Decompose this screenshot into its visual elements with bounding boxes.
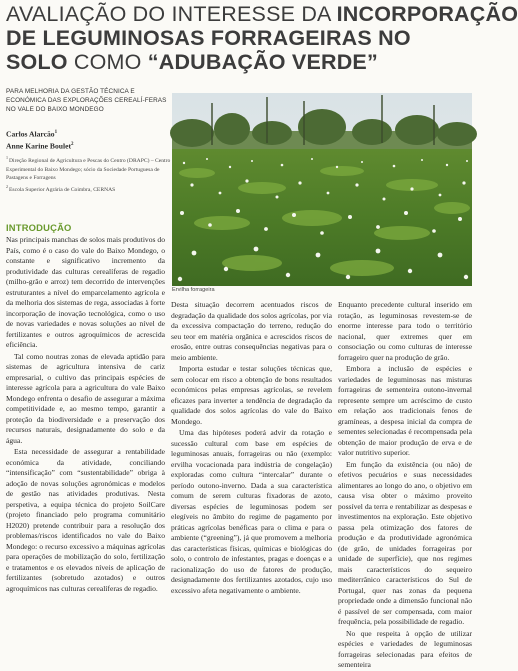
text-column-3 <box>338 300 472 667</box>
affiliations <box>6 154 174 194</box>
section-heading: INTRODUÇÃO <box>6 222 72 233</box>
affiliation: $^2$Escola Superior Agrária de Coimbra, CERNAS <box>6 183 116 193</box>
affiliation: $^1$Direção Regional de Agricultura e Pescas do Centro (DRAPC) – Centro Experimental do Baixo Mondego; sócio da Sociedade Portuguesa de Pastagens e Forragens <box>6 155 171 182</box>
paragraph: Enquanto precedente cultural inserido em rotação, as leguminosas revestem-se de enorme interesse para todo o território nacional, quer extremes quer em consociação ou como culturas de interesse forrageiro quer na produção de grão. <box>338 300 472 362</box>
photo-caption: Ervilha forrageira <box>172 287 215 293</box>
paragraph: Uma das hipóteses poderá advir da rotação e sucessão cultural com base em espécies de leguminosas anuais, forrageiras ou não (exemplo: ervilha vocacionada para indústria de congelação) exploradas como cultura “intercalar” durante o período outono-inverno. Dada a sua característica comum de serem culturas fixadoras de azoto, diversas espécies de leguminosas podem ser elegíveis no âmbito do regime de pagamento por práticas agrícolas benéficas para o clima e para o ambiente (“greening”), já que promovem a melhoria das características físicas, químicas e biológicas do solo, o controlo de infestantes, pragas e doenças e a racionalização do uso de fatores de produção, designadamente dos fertilizantes azotados, cujo uso excessivo afeta negativamente o ambiente. <box>171 428 332 595</box>
title-line-2: DE LEGUMINOSAS FORRAGEIRAS NO <box>6 26 411 50</box>
article-title <box>6 2 518 74</box>
title-line-1: AVALIAÇÃO DO INTERESSE DA INCORPORAÇÃO <box>6 2 518 26</box>
author-name: Carlos Alarcão$^1$ <box>6 129 58 139</box>
article-subtitle: PARA MELHORIA DA GESTÃO TÉCNICA E ECONÓMICA DAS EXPLORAÇÕES CEREALÍ-FERAS NO VALE DO BAIXO MONDEGO <box>6 88 167 113</box>
paragraph: Esta necessidade de assegurar a rentabilidade económica da atividade, conciliando “intensificação” com “sustentabilidade” obriga à adoção de novas soluções agronómicas e modelos de gestão nas atividades produtivas. Nesta perspetiva, a equipa técnica do projeto SoilCare (projeto financiado pelo programa comunitário H2020) pretende contribuir para a resolução dos problemas/riscos identificados no vale do Baixo Mondego: o recurso excessivo a máquinas agrícolas para operações de mobilização do solo, fertilização e tratamentos e os elevados níveis de aplicação de fertilizantes (sobretudo azotados) e outros agroquímicos nas culturas cerealíferas de regadio. <box>6 447 165 593</box>
paragraph: Desta situação decorrem acentuados riscos de degradação da qualidade dos solos agrícolas, por via da excessiva compactação do terreno, redução do seu teor em matéria orgânica e acrescidos riscos de erosão, entre outras consequências negativas para o meio ambiente. <box>171 300 332 362</box>
title-line-3: SOLO COMO “ADUBAÇÃO VERDE” <box>6 50 378 74</box>
paragraph: No que respeita à opção de utilizar espécies e variedades de leguminosas forrageiras selecionadas para efeitos de sementeira <box>338 628 472 669</box>
paragraph: Embora a inclusão de espécies e variedades de leguminosas nas misturas forrageiras de sementeira outono-invernal represente sempre um acréscimo de custo em relação aos tradicionais fenos de gramíneas, a despesa inicial da compra de sementes selecionadas é recompensada pela obtenção de maior produção de erva e de valor nutritivo superior. <box>338 364 472 457</box>
paragraph: Nas principais manchas de solos mais produtivos do País, como é o caso do vale do Baixo Mondego, o constante e significativo incremento da produtividade das culturas cerealíferas de regadio (milho-grão e arroz) tem decorrido de intervenções estruturantes a nível do emparcelamento agrícola e da melhoria dos sistemas de rega, associadas à forte incorporação de inovação tecnológica, como o uso de novas variedades e novas soluções ao nível de fertilizantes e outros agroquímicos de acrescida eficiência. <box>6 235 165 349</box>
author-name: Anne Karine Boulet$^2$ <box>6 141 74 151</box>
paragraph: Em função da existência (ou não) de efetivos pecuários e suas necessidades alimentares ao longo do ano, o objetivo em causa visa obter o máximo proveito possível da terra e rentabilizar as despesas e investimentos na exploração. Este objetivo passa pela otimização dos fatores de produção e da produtividade agronómica (de grão, de unidades forrageiras por unidade de superfície), que nos regimes mais característicos do sequeiro mediterrânico característicos do Sul de Portugal, quer nas zonas da pequena propriedade onde a dimensão funcional não é passível de ser compensada, com maior frequência, pela possibilidade de regadio. <box>338 459 472 626</box>
paragraph: Importa estudar e testar soluções técnicas que, sem colocar em risco a obtenção de bons resultados económicos pelas empresas agrícolas, se revelem eficazes para inverter a tendência de degradação da qualidade dos solos agrícolas do vale do Baixo Mondego. <box>171 364 332 426</box>
text-column-1 <box>6 235 165 667</box>
paragraph: Tal como noutras zonas de elevada aptidão para sistemas de agricultura intensiva de cariz empresarial, o cultivo das principais espécies de interesse agrícola para a agricultura do vale Baixo Mondego enfrenta o desafio de assegurar a máxima competitividade e, ao mesmo tempo, garantir a proteção da biodiversidade e a preservação dos recursos naturais, designadamente do solo e da água. <box>6 351 165 445</box>
authors-block <box>6 128 174 194</box>
clover-field-photo <box>172 93 472 286</box>
text-column-2 <box>171 300 332 667</box>
